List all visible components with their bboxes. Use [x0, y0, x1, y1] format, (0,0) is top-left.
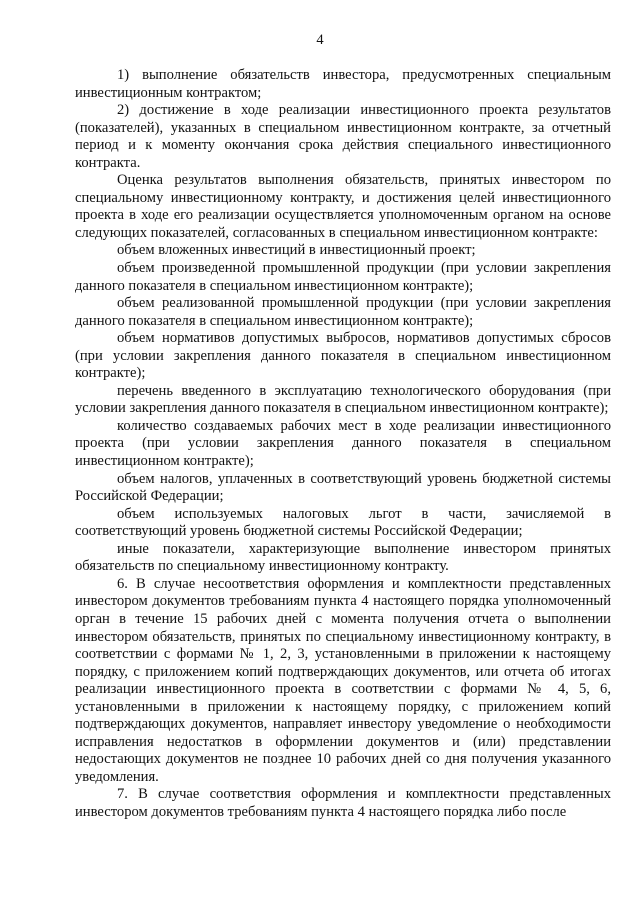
paragraph: Оценка результатов выполнения обязательств, принятых инвестором по специальному инвестиционному контракту, и достижения целей инвестиционного проекта в ходе его реализации осуществляется уполномоченным органом на основе следующих показателей, согласованных в специальном инвестиционном контракте:: [75, 172, 611, 241]
paragraph: количество создаваемых рабочих мест в ходе реализации инвестиционного проекта (при условии закрепления данного показателя в специальном инвестиционном контракте);: [75, 417, 611, 470]
paragraph: 1) выполнение обязательств инвестора, предусмотренных специальным инвестиционным контрактом;: [75, 67, 611, 101]
paragraph: 2) достижение в ходе реализации инвестиционного проекта результатов (показателей), указанных в специальном инвестиционном контракте, за отчетный период и к моменту окончания срока действия специального инвестиционного контракта.: [75, 102, 611, 171]
paragraph: 7. В случае соответствия оформления и комплектности представленных инвестором документов требованиям пункта 4 настоящего порядка либо после: [75, 786, 611, 820]
paragraph: объем нормативов допустимых выбросов, нормативов допустимых сбросов (при условии закрепления данного показателя в специальном инвестиционном контракте);: [75, 330, 611, 382]
paragraph: объем налогов, уплаченных в соответствующий уровень бюджетной системы Российской Федерации;: [75, 470, 611, 505]
paragraph: иные показатели, характеризующие выполнение инвестором принятых обязательств по специальному инвестиционному контракту.: [75, 540, 611, 575]
paragraph: перечень введенного в эксплуатацию технологического оборудования (при условии закрепления данного показателя в специальном инвестиционном контракте);: [75, 382, 611, 417]
paragraph: объем реализованной промышленной продукции (при условии закрепления данного показателя в специальном инвестиционном контракте);: [75, 295, 611, 329]
paragraph: объем используемых налоговых льгот в части, зачисляемой в соответствующий уровень бюджетной системы Российской Федерации;: [75, 505, 611, 540]
document-body: [75, 67, 611, 822]
paragraph: 6. В случае несоответствия оформления и комплектности представленных инвестором документов требованиям пункта 4 настоящего порядка уполномоченный орган в течение 15 рабочих дней с момента получения отчета о выполнении инвестором обязательств, принятых по специальному инвестиционному контракту, в соответствии с формами № 1, 2, 3, установленными в приложении к настоящему порядку, с приложением копий подтверждающих документов, или отчета об итогах реализации инвестиционного проекта в соответствии с формами № 4, 5, 6, установленными в приложении к настоящему порядку, с приложением копий подтверждающих документов, направляет инвестору уведомление о необходимости исправления недостатков в оформлении документов и (или) представлении недостающих документов не позднее 10 рабочих дней со дня получения указанного уведомления.: [75, 575, 611, 785]
paragraph: объем вложенных инвестиций в инвестиционный проект;: [117, 242, 476, 259]
paragraph: объем произведенной промышленной продукции (при условии закрепления данного показателя в специальном инвестиционном контракте);: [75, 260, 611, 294]
page-number: 4: [316, 32, 324, 48]
